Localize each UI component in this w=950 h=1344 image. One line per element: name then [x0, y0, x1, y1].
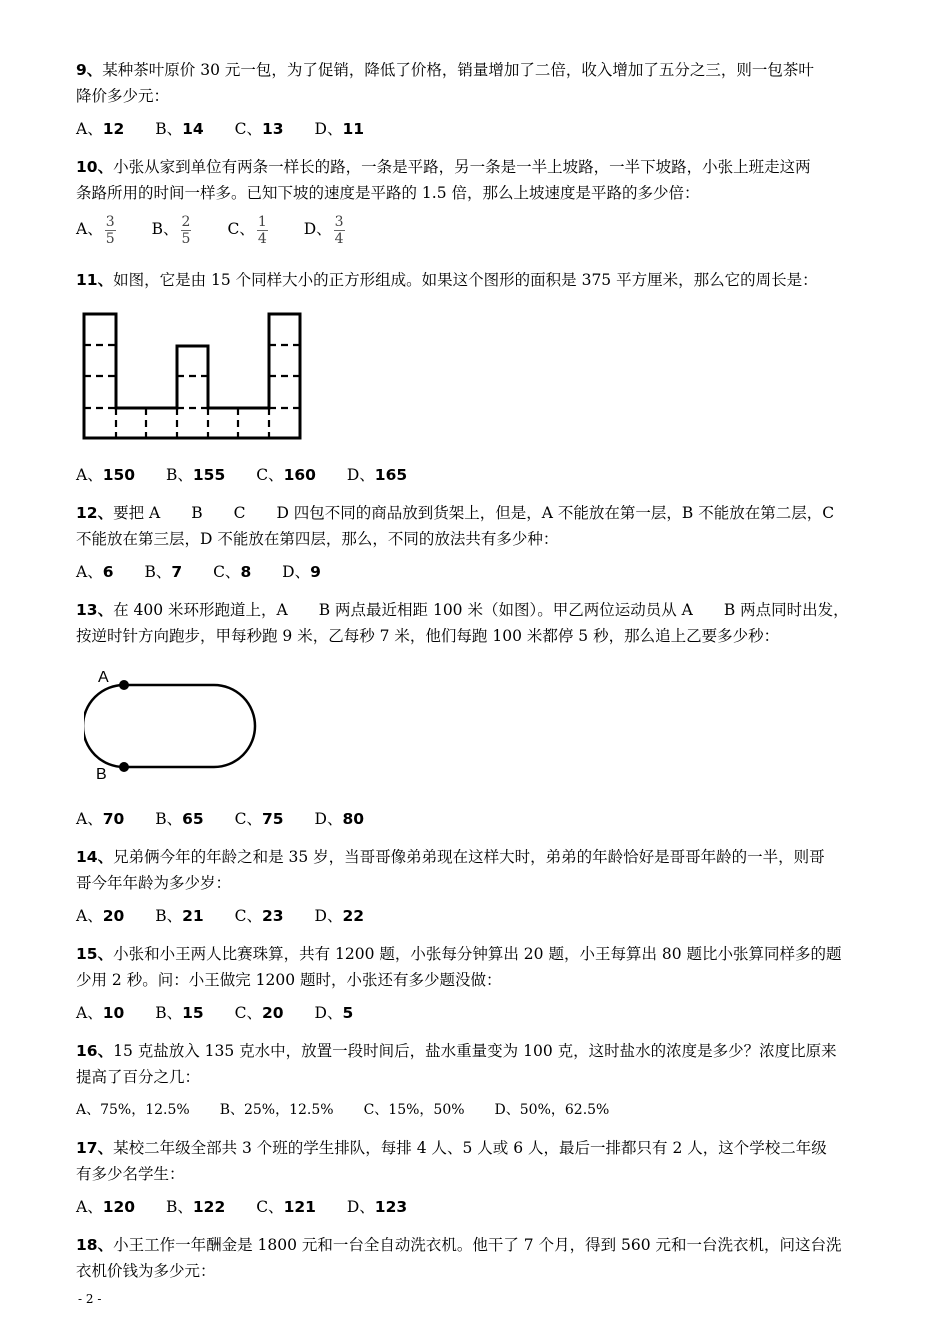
q15-option-a[interactable]: A、10 [76, 1004, 125, 1022]
q13-options [76, 809, 390, 829]
q18-line2: 衣机价钱为多少元： [76, 1262, 216, 1280]
q10-text1: 小张从家到单位有两条一样长的路，一条是平路，另一条是一半上坡路，一半下坡路，小张上班走这两 [113, 158, 811, 176]
q13-line1 [76, 600, 849, 620]
q14-text1: 兄弟俩今年的年龄之和是 35 岁，当哥哥像弟弟现在这样大时，弟弟的年龄恰好是哥哥年龄的一半，则哥 [113, 848, 825, 866]
point-a-label: A [98, 669, 109, 686]
q12-option-a[interactable]: A、6 [76, 563, 114, 581]
q15-options [76, 1003, 379, 1023]
point-a-dot [119, 680, 129, 690]
q14-options [76, 906, 390, 926]
q17-option-b[interactable]: B、122 [166, 1198, 226, 1216]
q15-text1: 小张和小王两人比赛珠算，共有 1200 题，小张每分钟算出 20 题，小王每算出 80 题比小张算同样多的题 [113, 945, 842, 963]
q12-option-c[interactable]: C、8 [213, 563, 252, 581]
q14-line2: 哥今年年龄为多少岁： [76, 874, 232, 892]
q9-line1 [76, 60, 814, 80]
q13-track-figure [84, 662, 264, 784]
q18-text1: 小王工作一年酬金是 1800 元和一台全自动洗衣机。他干了 7 个月，得到 560 元和一台洗衣机，问这台洗 [113, 1236, 842, 1254]
q15-line1 [76, 944, 842, 964]
q9-number: 9、 [76, 61, 103, 79]
q11-option-a[interactable]: A、150 [76, 466, 136, 484]
q11-line1 [76, 270, 818, 290]
q15-number: 15、 [76, 945, 114, 963]
q18-number: 18、 [76, 1236, 114, 1254]
q12-option-d[interactable]: D、9 [282, 563, 321, 581]
q16-option-d[interactable]: D、50%，62.5% [494, 1102, 610, 1118]
q17-text1: 某校二年级全部共 3 个班的学生排队，每排 4 人、5 人或 6 人，最后一排都只有 2 人，这个学校二年级 [113, 1139, 827, 1157]
q9-option-a[interactable]: A、12 [76, 120, 125, 138]
q11-number: 11、 [76, 271, 114, 289]
q16-line2: 提高了百分之几： [76, 1068, 201, 1086]
q9-options [76, 119, 390, 139]
q13-text1: 在 400 米环形跑道上，A B 两点最近相距 100 米（如图）。甲乙两位运动员从 A B 两点同时出发， [113, 601, 849, 619]
q12-line1 [76, 503, 834, 523]
q12-number: 12、 [76, 504, 114, 522]
q16-option-a[interactable]: A、75%，12.5% [76, 1102, 190, 1118]
q13-line2: 按逆时针方向跑步，甲每秒跑 9 米，乙每秒 7 米，他们每跑 100 米都停 5 秒，那么追上乙要多少秒： [76, 627, 780, 645]
q17-number: 17、 [76, 1139, 114, 1157]
q9-option-b[interactable]: B、14 [155, 120, 204, 138]
q12-line2: 不能放在第三层，D 不能放在第四层，那么，不同的放法共有多少种： [76, 530, 559, 548]
q10-option-a[interactable]: A、 $\frac{3}{5}$ [76, 213, 115, 247]
q16-text1: 15 克盐放入 135 克水中，放置一段时间后，盐水重量变为 100 克，这时盐水的浓度是多少？浓度比原来 [113, 1042, 837, 1060]
q14-line1 [76, 847, 825, 867]
q13-option-a[interactable]: A、70 [76, 810, 125, 828]
point-b-label: B [96, 766, 107, 783]
q12-options [76, 562, 347, 582]
q16-options [76, 1100, 635, 1120]
q10-option-d[interactable]: D、 $\frac{3}{4}$ [303, 213, 344, 247]
q11-text1: 如图，它是由 15 个同样大小的正方形组成。如果这个图形的面积是 375 平方厘米，那么它的周长是： [113, 271, 818, 289]
q16-number: 16、 [76, 1042, 114, 1060]
q15-option-d[interactable]: D、5 [314, 1004, 354, 1022]
q11-option-c[interactable]: C、160 [256, 466, 316, 484]
q16-option-b[interactable]: B、25%，12.5% [219, 1102, 334, 1118]
q13-option-c[interactable]: C、75 [234, 810, 284, 828]
q9-text1: 某种茶叶原价 30 元一包，为了促销，降低了价格，销量增加了二倍，收入增加了五分之三，则一包茶叶 [102, 61, 814, 79]
q9-option-c[interactable]: C、13 [234, 120, 284, 138]
q13-option-b[interactable]: B、65 [155, 810, 204, 828]
q17-line1 [76, 1138, 827, 1158]
q14-option-b[interactable]: B、21 [155, 907, 204, 925]
q11-squares-figure [80, 310, 306, 442]
q13-number: 13、 [76, 601, 114, 619]
q10-option-c[interactable]: C、 $\frac{1}{4}$ [227, 213, 267, 247]
q17-option-d[interactable]: D、123 [346, 1198, 408, 1216]
q14-option-d[interactable]: D、22 [314, 907, 365, 925]
q10-options [76, 211, 381, 247]
q11-options [76, 465, 433, 485]
q11-option-d[interactable]: D、165 [346, 466, 408, 484]
point-b-dot [119, 762, 129, 772]
q16-line1 [76, 1041, 837, 1061]
q17-options [76, 1197, 433, 1217]
q18-line1 [76, 1235, 842, 1255]
q17-option-c[interactable]: C、121 [256, 1198, 316, 1216]
q14-option-a[interactable]: A、20 [76, 907, 125, 925]
q15-option-b[interactable]: B、15 [155, 1004, 204, 1022]
q12-option-b[interactable]: B、7 [144, 563, 183, 581]
q15-line2: 少用 2 秒。问：小王做完 1200 题时，小张还有多少题没做： [76, 971, 502, 989]
page-number: - 2 - [78, 1292, 102, 1306]
q13-option-d[interactable]: D、80 [314, 810, 365, 828]
q14-option-c[interactable]: C、23 [234, 907, 284, 925]
q15-option-c[interactable]: C、20 [234, 1004, 284, 1022]
q17-option-a[interactable]: A、120 [76, 1198, 136, 1216]
q9-option-d[interactable]: D、11 [314, 120, 365, 138]
q10-line2: 条路所用的时间一样多。已知下坡的速度是平路的 1.5 倍，那么上坡速度是平路的多少倍： [76, 184, 700, 202]
q9-line2: 降价多少元： [76, 87, 170, 105]
q12-text1: 要把 A B C D 四包不同的商品放到货架上，但是，A 不能放在第一层，B 不能放在第二层，C [113, 504, 835, 522]
q16-option-c[interactable]: C、15%，50% [363, 1102, 465, 1118]
q17-line2: 有多少名学生： [76, 1165, 185, 1183]
q10-option-b[interactable]: B、 $\frac{2}{5}$ [151, 213, 191, 247]
q11-option-b[interactable]: B、155 [166, 466, 226, 484]
q10-line1 [76, 157, 811, 177]
q10-number: 10、 [76, 158, 114, 176]
q14-number: 14、 [76, 848, 114, 866]
